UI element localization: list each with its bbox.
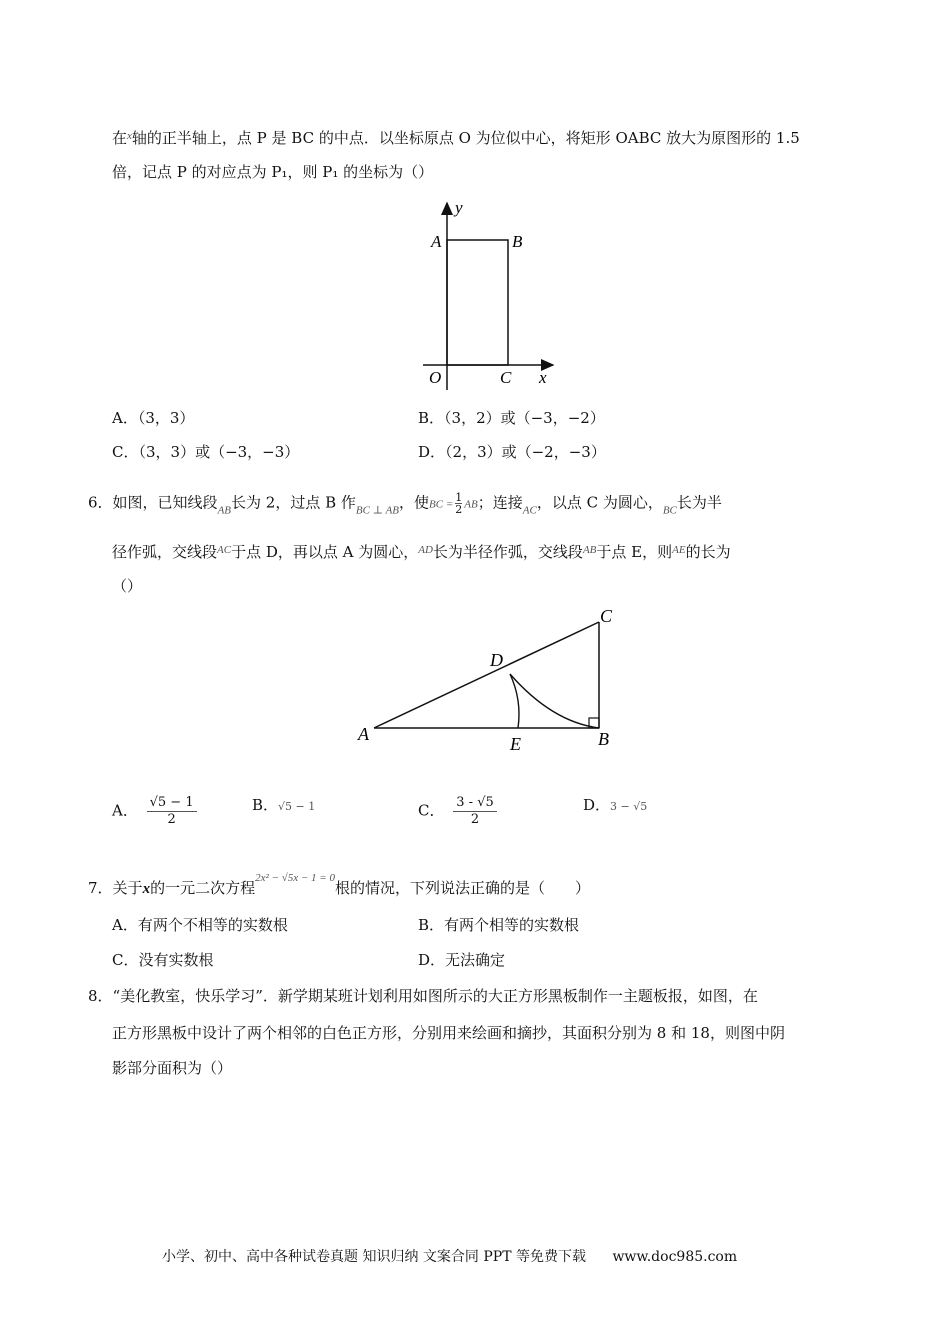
q5-coordinate-figure: [415, 195, 560, 395]
label-c: C: [600, 606, 613, 626]
q5-option-b[interactable]: B．（3，2）或（−3，−2）: [418, 409, 605, 427]
q5-option-a[interactable]: A．（3，3）: [112, 409, 195, 427]
label-c: C: [500, 368, 512, 387]
q5-option-c[interactable]: C．（3，3）或（−3，−3）: [112, 443, 300, 461]
segment-ac: [374, 622, 599, 728]
q8-line-2: 正方形黑板中设计了两个相邻的白色正方形，分别用来绘画和摘抄，其面积分别为 8 和 18，则图中阴: [112, 1024, 785, 1042]
footer-text: 小学、初中、高中各种试卷真题 知识归纳 文案合同 PPT 等免费下载: [162, 1249, 586, 1265]
q7-stem: 7．关于x的一元二次方程$^{2x^2 - √5x - 1 = 0}$根的情况，下列说法正确的是（ ）: [88, 872, 590, 897]
q6-triangle-figure: [352, 600, 627, 760]
label-d: D: [490, 650, 503, 670]
q7-option-b[interactable]: B．有两个相等的实数根: [418, 916, 580, 934]
q7-option-a[interactable]: A．有两个不相等的实数根: [112, 916, 288, 934]
q7-option-d[interactable]: D．无法确定: [418, 951, 506, 969]
q5-line-2: 倍，记点 P 的对应点为 P₁，则 P₁ 的坐标为（）: [112, 163, 434, 181]
q6-line-3: （）: [112, 577, 143, 595]
label-x: x: [539, 368, 547, 387]
q5-option-d[interactable]: D．（2，3）或（−2，−3）: [418, 443, 606, 461]
label-b: B: [598, 729, 609, 749]
q5-line-1: 在$^x$轴的正半轴上，点 P 是 BC 的中点．以坐标原点 O 为位似中心，将矩形 OABC 放大为原图形的 1.5: [112, 129, 800, 147]
q6-line-2: 径作弧，交线段$^{AC}$于点 D，再以点 A 为圆心，$^{AD}$长为半径作弧，交线段$^{AB}$于点 E，则$^{AE}$的长为: [112, 543, 731, 561]
footer: [162, 1246, 737, 1266]
q6-option-b[interactable]: B．√5 − 1: [252, 796, 316, 814]
label-y: y: [455, 198, 463, 217]
arc-c: [510, 674, 599, 728]
q7-option-c[interactable]: C．没有实数根: [112, 951, 214, 969]
label-a: A: [358, 724, 369, 744]
rectangle-oabc: [447, 240, 508, 365]
label-o: O: [429, 368, 442, 387]
label-a: A: [431, 232, 442, 251]
footer-url[interactable]: www.doc985.com: [612, 1249, 738, 1265]
q8-line-3: 影部分面积为（）: [112, 1059, 233, 1077]
q8-line-1: 8．“美化教室，快乐学习”．新学期某班计划利用如图所示的大正方形黑板制作一主题板报，如图，在: [88, 987, 758, 1005]
q6-option-c[interactable]: C． $\frac{3 - √5}{2}$: [418, 795, 497, 828]
q6-option-d[interactable]: D．3 − √5: [583, 796, 648, 814]
label-b: B: [512, 232, 523, 251]
q6-line-1: 6．如图，已知线段$_{AB}$长为 2，过点 B 作$_{BC \perp AB}$，使BC = $\frac{1}{2}$ AB；连接$_{AC}$，以点 C 为圆心，$_{BC}$长为半: [88, 491, 722, 517]
label-e: E: [510, 734, 521, 754]
q6-option-a[interactable]: A． $\frac{√5 - 1}{2}$: [112, 795, 197, 828]
